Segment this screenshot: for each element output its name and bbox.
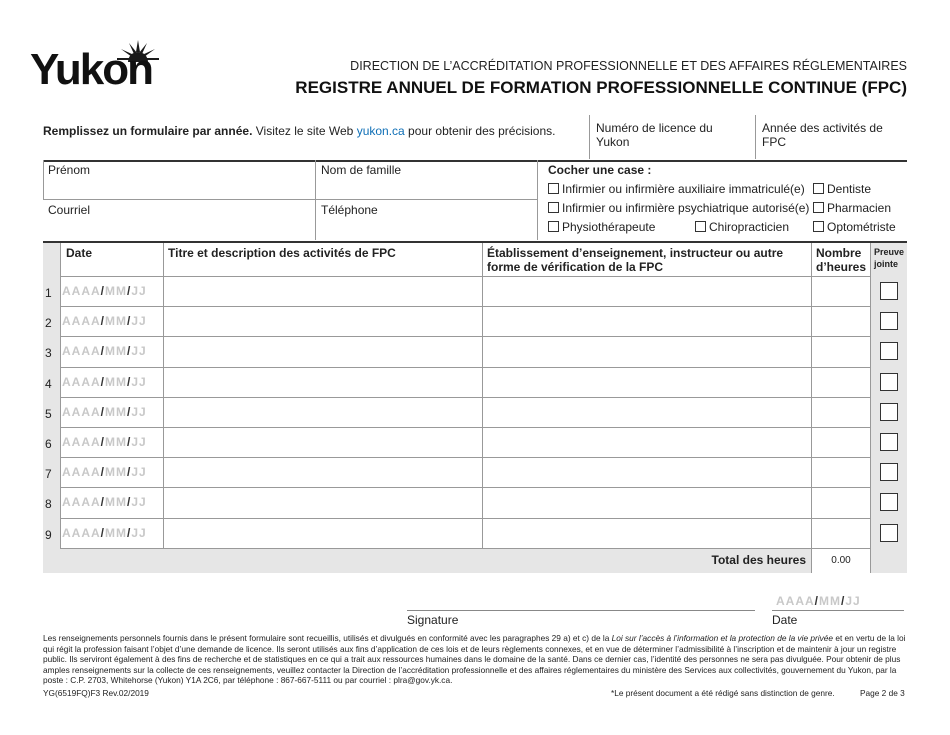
row-number: 1 [45, 286, 52, 300]
checkbox[interactable] [695, 221, 706, 232]
first-name-field[interactable]: Prénom [48, 163, 91, 177]
date-sep: / [127, 435, 132, 449]
date-day: JJ [131, 435, 147, 449]
option-rpn[interactable] [548, 201, 809, 215]
last-name-field[interactable]: Nom de famille [321, 163, 402, 177]
proof-checkbox[interactable] [880, 463, 898, 481]
gender-note: *Le présent document a été rédigé sans distinction de genre. [611, 688, 835, 698]
yukon-link[interactable]: yukon.ca [356, 124, 405, 138]
proof-checkbox[interactable] [880, 433, 898, 451]
header-proof: Preuve jointe [874, 247, 905, 269]
grid-line [537, 160, 538, 240]
option-label: Optométriste [827, 220, 896, 234]
verification-cell[interactable] [483, 428, 811, 456]
date-month: MM [105, 405, 128, 419]
proof-checkbox[interactable] [880, 342, 898, 360]
verification-cell[interactable] [483, 277, 811, 305]
date-year: AAAA [62, 344, 101, 358]
hours-cell[interactable] [812, 488, 870, 516]
activity-title-cell[interactable] [164, 428, 482, 456]
option-label: Infirmier ou infirmière psychiatrique autorisé(e) [562, 201, 810, 215]
date-day: JJ [131, 284, 147, 298]
date-placeholder[interactable] [62, 526, 147, 540]
proof-checkbox[interactable] [880, 312, 898, 330]
date-sep: / [100, 435, 106, 449]
header-title: Titre et description des activités de FPC [168, 246, 396, 260]
hours-cell[interactable] [812, 519, 870, 547]
date-sep: / [841, 594, 846, 608]
date-year: AAAA [62, 465, 101, 479]
header-hours: Nombre d’heures [816, 246, 867, 274]
privacy-law-name: Loi sur l’accès à l’information et la protection de la vie privée [611, 633, 834, 643]
date-sep: / [127, 314, 132, 328]
intro-text [43, 124, 555, 138]
proof-checkbox[interactable] [880, 403, 898, 421]
date-placeholder[interactable] [62, 435, 147, 449]
page-number: Page 2 de 3 [860, 688, 905, 698]
grid-line [43, 160, 44, 200]
date-year: AAAA [62, 405, 101, 419]
hours-cell[interactable] [812, 458, 870, 486]
activity-title-cell[interactable] [164, 458, 482, 486]
activity-title-cell[interactable] [164, 398, 482, 426]
licence-number-field[interactable] [589, 115, 755, 159]
logo-wordmark: Yukon [30, 45, 153, 94]
verification-cell[interactable] [483, 398, 811, 426]
option-physio[interactable] [548, 220, 655, 234]
date-month: MM [105, 465, 128, 479]
option-pharmacist[interactable] [813, 201, 891, 215]
date-day: JJ [845, 594, 861, 608]
date-sep: / [100, 314, 106, 328]
signature-date-placeholder[interactable] [776, 594, 861, 608]
activity-year-field[interactable] [755, 115, 907, 159]
date-year: AAAA [62, 375, 101, 389]
option-label: Physiothérapeute [562, 220, 656, 234]
date-sep: / [127, 405, 132, 419]
verification-cell[interactable] [483, 488, 811, 516]
date-sep: / [100, 495, 106, 509]
hours-cell[interactable] [812, 277, 870, 305]
activity-title-cell[interactable] [164, 368, 482, 396]
date-year: AAAA [776, 594, 815, 608]
activity-title-cell[interactable] [164, 277, 482, 305]
hours-cell[interactable] [812, 368, 870, 396]
date-day: JJ [131, 375, 147, 389]
option-lpn[interactable] [548, 182, 805, 196]
option-chiro[interactable] [695, 220, 789, 234]
date-sep: / [100, 375, 106, 389]
date-sep: / [100, 526, 106, 540]
section-divider [43, 160, 907, 162]
date-placeholder[interactable] [62, 405, 147, 419]
hours-cell[interactable] [812, 398, 870, 426]
date-day: JJ [131, 405, 147, 419]
hours-cell[interactable] [812, 307, 870, 335]
header-date: Date [66, 246, 93, 260]
date-year: AAAA [62, 495, 101, 509]
option-label: Pharmacien [827, 201, 892, 215]
date-month: MM [105, 526, 128, 540]
activity-title-cell[interactable] [164, 488, 482, 516]
option-label: Chiropracticien [709, 220, 790, 234]
row-line [60, 548, 871, 549]
date-placeholder[interactable] [62, 344, 147, 358]
department-name: DIRECTION DE L’ACCRÉDITATION PROFESSIONNELLE ET DES AFFAIRES RÉGLEMENTAIRES [350, 59, 907, 73]
date-month: MM [819, 594, 842, 608]
activity-title-cell[interactable] [164, 519, 482, 547]
row-number: 2 [45, 316, 52, 330]
checkbox[interactable] [548, 221, 559, 232]
activity-year-label: Année des activités de FPC [762, 121, 883, 149]
grid-line [315, 160, 316, 240]
date-sep: / [100, 465, 106, 479]
date-day: JJ [131, 465, 147, 479]
verification-cell[interactable] [483, 337, 811, 365]
privacy-notice [43, 633, 907, 686]
date-sep: / [100, 405, 106, 419]
date-year: AAAA [62, 314, 101, 328]
date-month: MM [105, 344, 128, 358]
row-number: 4 [45, 377, 52, 391]
row-number: 7 [45, 467, 52, 481]
date-placeholder[interactable] [62, 465, 147, 479]
date-sep: / [127, 344, 132, 358]
date-placeholder[interactable] [62, 314, 147, 328]
activity-title-cell[interactable] [164, 307, 482, 335]
col-line [60, 243, 61, 548]
row-number: 9 [45, 528, 52, 542]
checkbox[interactable] [813, 202, 824, 213]
date-month: MM [105, 435, 128, 449]
date-sep: / [100, 344, 106, 358]
proof-checkbox[interactable] [880, 373, 898, 391]
date-day: JJ [131, 314, 147, 328]
checkbox[interactable] [813, 183, 824, 194]
verification-cell[interactable] [483, 368, 811, 396]
header-institution: Établissement d’enseignement, instructeur ou autre forme de vérification de la FPC [487, 246, 784, 274]
verification-cell[interactable] [483, 519, 811, 547]
date-sep: / [127, 465, 132, 479]
option-dentist[interactable] [813, 182, 871, 196]
proof-checkbox[interactable] [880, 524, 898, 542]
col-line [870, 243, 871, 573]
hours-cell[interactable] [812, 337, 870, 365]
row-number: 3 [45, 346, 52, 360]
date-day: JJ [131, 526, 147, 540]
email-field[interactable]: Courriel [48, 203, 91, 217]
date-sep: / [100, 284, 106, 298]
date-label: Date [772, 613, 798, 627]
intro-after-link: pour obtenir des précisions. [404, 124, 556, 138]
page-title: REGISTRE ANNUEL DE FORMATION PROFESSIONNELLE CONTINUE (FPC) [295, 78, 907, 97]
proof-checkbox[interactable] [880, 493, 898, 511]
privacy-text: et en vertu de la loi qui régit la profession faisant l’objet d’une demande de licence. Ils seront utilisés aux fins d’application de ces lois et de leurs règlements connexes, et en vue de déterminer l’admissibilité à l’inscription et de maintenir à jour un registre public. Ils serviront également à des fins de recherche et de statistiques en ce qui a trait aux ressources humaines dans le domaine de la santé. Dans ce dernier cas, l’identité des personnes ne sera pas divulguée. Pour obtenir de plus amples renseignements sur la collecte de ces renseignements, veuillez contacter la Direction de l’accréditation professionnelle et des affaires réglementaires du ministère des Services aux collectivités, gouvernement du Yukon, par la poste : C.P. 2703, Whitehorse (Yukon) Y1A 2C6, par téléphone : 867-667-5111 ou par courriel : plra@gov.yk.ca. [43, 633, 906, 686]
date-placeholder[interactable] [62, 495, 147, 509]
phone-field[interactable]: Téléphone [321, 203, 378, 217]
proof-checkbox[interactable] [880, 282, 898, 300]
intro-before-link: Visitez le site Web [252, 124, 357, 138]
licence-number-label: Numéro de licence du Yukon [596, 121, 713, 149]
date-month: MM [105, 495, 128, 509]
checkbox[interactable] [813, 221, 824, 232]
verification-cell[interactable] [483, 307, 811, 335]
hours-cell[interactable] [812, 428, 870, 456]
form-code: YG(6519FQ)F3 Rev.02/2019 [43, 688, 149, 698]
date-year: AAAA [62, 526, 101, 540]
row-number: 6 [45, 437, 52, 451]
checkbox[interactable] [548, 202, 559, 213]
signature-label: Signature [407, 613, 459, 627]
date-month: MM [105, 284, 128, 298]
checkbox[interactable] [548, 183, 559, 194]
profession-heading: Cocher une case : [548, 163, 652, 177]
date-placeholder[interactable] [62, 375, 147, 389]
date-month: MM [105, 314, 128, 328]
activity-title-cell[interactable] [164, 337, 482, 365]
date-sep: / [127, 526, 132, 540]
verification-cell[interactable] [483, 458, 811, 486]
date-sep: / [127, 495, 132, 509]
date-line [772, 610, 904, 611]
date-year: AAAA [62, 284, 101, 298]
table-top-rule [43, 241, 907, 243]
date-month: MM [105, 375, 128, 389]
privacy-text: Les renseignements personnels fournis dans le présent formulaire sont recueillis, utilisés et divulgués en conformité avec les paragraphes 29 a) et c) de la [43, 633, 612, 643]
row-number: 8 [45, 497, 52, 511]
date-sep: / [127, 375, 132, 389]
signature-line[interactable] [407, 610, 755, 611]
row-number: 5 [45, 407, 52, 421]
date-sep: / [127, 284, 132, 298]
option-label: Dentiste [827, 182, 872, 196]
date-day: JJ [131, 495, 147, 509]
total-hours-value: 0.00 [831, 555, 851, 566]
option-optometrist[interactable] [813, 220, 896, 234]
total-label: Total des heures [711, 553, 806, 567]
date-day: JJ [131, 344, 147, 358]
intro-bold: Remplissez un formulaire par année. [43, 124, 253, 138]
date-placeholder[interactable] [62, 284, 147, 298]
grid-line [43, 199, 537, 200]
option-label: Infirmier ou infirmière auxiliaire immatriculé(e) [562, 182, 805, 196]
date-year: AAAA [62, 435, 101, 449]
date-sep: / [814, 594, 820, 608]
